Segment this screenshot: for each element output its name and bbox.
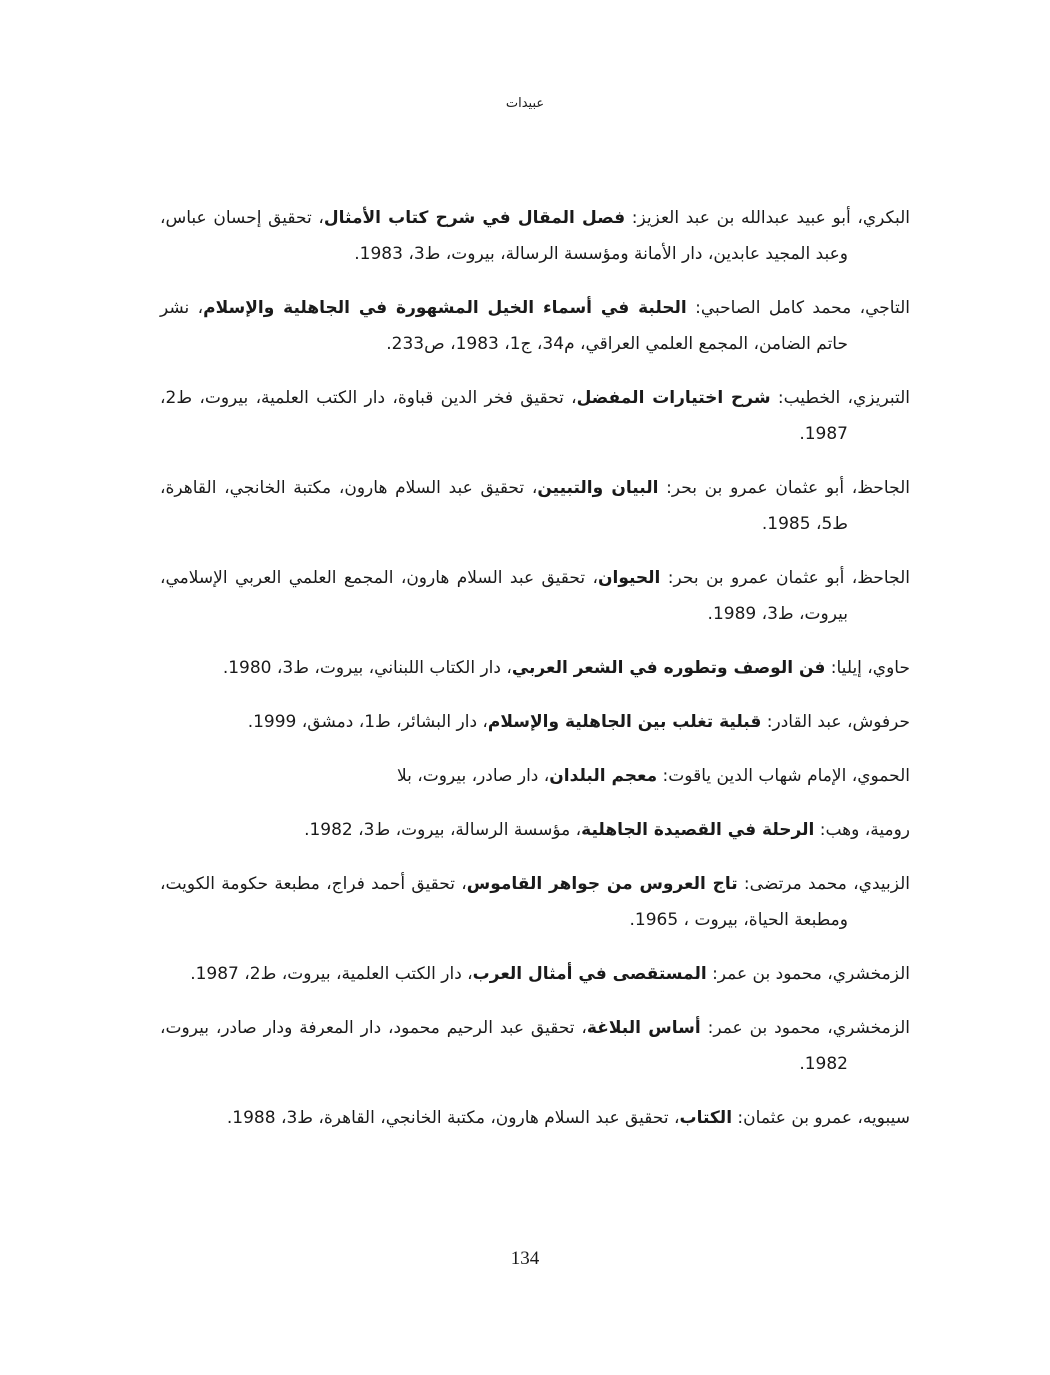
entry-author: رومية، وهب: (814, 820, 910, 840)
entry-details: ، تحقيق عبد السلام هارون، المجمع العلمي العربي الإسلامي، بيروت، ط3، 1989. (160, 568, 848, 624)
entry-author: التاجي، محمد كامل الصاحبي: (686, 298, 910, 318)
entry-author: الزبيدي، محمد مرتضى: (737, 874, 911, 894)
bibliography-entry (160, 650, 910, 686)
entry-title: شرح اختيارات المفضل (576, 388, 771, 408)
entry-details: ، تحقيق إحسان عباس، وعبد المجيد عابدين، دار الأمانة ومؤسسة الرسالة، بيروت، ط3، 1983. (160, 208, 848, 264)
entry-details: ، دار صادر، بيروت، بلا (396, 766, 550, 786)
bibliography-entry (160, 380, 910, 452)
entry-author: حاوي، إيليا: (825, 658, 910, 678)
running-header: عبيدات (505, 96, 545, 111)
entry-title: فصل المقال في شرح كتاب الأمثال (323, 208, 626, 228)
entry-title: الحلبة في أسماء الخيل المشهورة في الجاهلية والإسلام (203, 298, 687, 318)
entry-details: ، دار الكتب العلمية، بيروت، ط2، 1987. (190, 964, 473, 984)
entry-title: الكتاب (679, 1108, 733, 1128)
entry-title: قبلية تغلب بين الجاهلية والإسلام (487, 712, 762, 732)
bibliography-entry (160, 290, 910, 362)
bibliography-list (160, 200, 910, 1154)
bibliography-entry (160, 866, 910, 938)
entry-author: الزمخشري، محمود بن عمر: (706, 964, 910, 984)
entry-title: معجم البلدان (549, 766, 658, 786)
entry-author: البكري، أبو عبيد عبدالله بن عبد العزيز: (625, 208, 910, 228)
bibliography-entry (160, 704, 910, 740)
entry-details: ، تحقيق أحمد فراج، مطبعة حكومة الكويت، ومطبعة الحياة، بيروت ، 1965. (160, 874, 848, 930)
entry-author: سيبويه، عمرو بن عثمان: (732, 1108, 910, 1128)
entry-details: ، نشر حاتم الضامن، المجمع العلمي العراقي، م34، ج1، 1983، ص233. (160, 298, 848, 354)
entry-title: البيان والتبيين (537, 478, 659, 498)
entry-details: ، تحقيق فخر الدين قباوة، دار الكتب العلمية، بيروت، ط2، 1987. (160, 388, 848, 444)
entry-author: الجاحظ، أبو عثمان عمرو بن بحر: (658, 478, 910, 498)
bibliography-entry (160, 956, 910, 992)
bibliography-entry (160, 560, 910, 632)
entry-author: الحموي، الإمام شهاب الدين ياقوت: (657, 766, 910, 786)
entry-details: ، تحقيق عبد السلام هارون، مكتبة الخانجي، القاهرة، ط5، 1985. (160, 478, 848, 534)
entry-details: ، تحقيق عبد السلام هارون، مكتبة الخانجي، القاهرة، ط3، 1988. (226, 1108, 680, 1128)
entry-details: ، تحقيق عبد الرحيم محمود، دار المعرفة ودار صادر، بيروت، 1982. (160, 1018, 848, 1074)
entry-title: المستقصى في أمثال العرب (472, 964, 707, 984)
bibliography-entry (160, 812, 910, 848)
page-number: 134 (510, 1248, 540, 1269)
entry-details: ، دار الكتاب اللبناني، بيروت، ط3، 1980. (222, 658, 512, 678)
entry-title: الرحلة في القصيدة الجاهلية (581, 820, 815, 840)
bibliography-entry (160, 1010, 910, 1082)
entry-author: حرفوش، عبد القادر: (761, 712, 910, 732)
entry-title: تاج العروس من جواهر القاموس (466, 874, 738, 894)
entry-author: التبريزي، الخطيب: (770, 388, 910, 408)
entry-author: الزمخشري، محمود بن عمر: (700, 1018, 910, 1038)
bibliography-entry (160, 200, 910, 272)
entry-title: أساس البلاغة (586, 1018, 701, 1038)
bibliography-entry (160, 470, 910, 542)
entry-details: ، دار البشائر، ط1، دمشق، 1999. (247, 712, 488, 732)
entry-details: ، مؤسسة الرسالة، بيروت، ط3، 1982. (304, 820, 582, 840)
entry-title: فن الوصف وتطوره في الشعر العربي (511, 658, 826, 678)
entry-title: الحيوان (597, 568, 661, 588)
bibliography-entry (160, 1100, 910, 1136)
bibliography-entry (160, 758, 910, 794)
entry-author: الجاحظ، أبو عثمان عمرو بن بحر: (660, 568, 910, 588)
